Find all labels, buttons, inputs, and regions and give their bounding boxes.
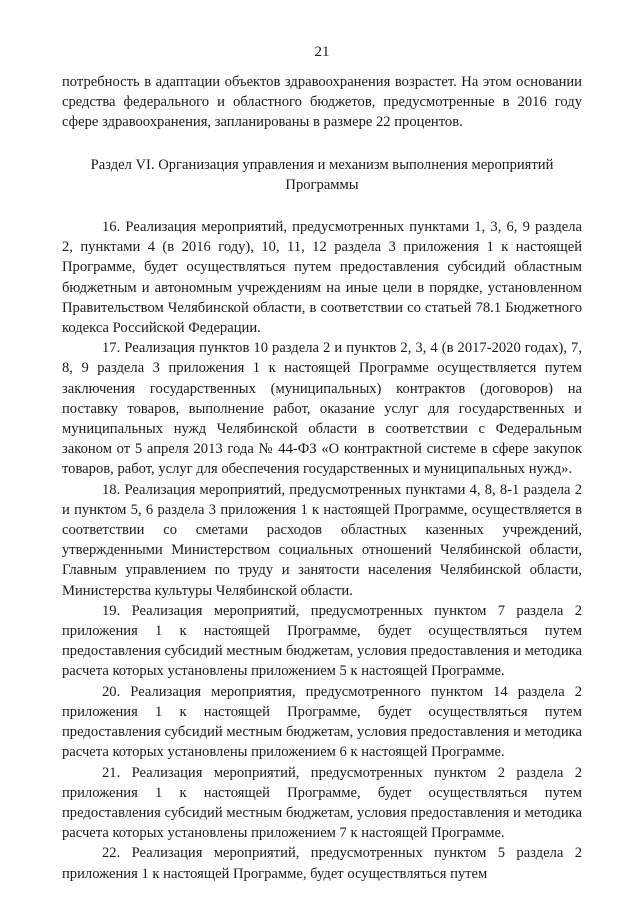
paragraph-17: 17. Реализация пунктов 10 раздела 2 и пунктов 2, 3, 4 (в 2017-2020 годах), 7, 8, 9 раздела 3 приложения 1 к настоящей Программе осуществляется путем заключения государственных (муниципальных) контрактов (договоров) на поставку товаров, выполнение работ, оказание услуг для государственных и муниципальных нужд Челябинской области в соответствии с Федеральным законом от 5 апреля 2013 года № 44-ФЗ «О контрактной системе в сфере закупок товаров, работ, услуг для обеспечения государственных и муниципальных нужд». <box>62 340 582 478</box>
document-page <box>62 0 582 905</box>
section-title: Раздел VI. Организация управления и механизм выполнения мероприятий Программы <box>90 156 554 193</box>
continued-paragraph: потребность в адаптации объектов здравоохранения возрастет. На этом основании средства федерального и областного бюджетов, предусмотренные в 2016 году сфере здравоохранения, запланированы в размере 22 процентов. <box>62 74 582 131</box>
paragraph-20: 20. Реализация мероприятия, предусмотренного пунктом 14 раздела 2 приложения 1 к настоящей Программе, будет осуществляться путем предоставления субсидий местным бюджетам, условия предоставления и методика расчета которых установлены приложением 6 к настоящей Программе. <box>62 683 582 761</box>
paragraph-16: 16. Реализация мероприятий, предусмотренных пунктами 1, 3, 6, 9 раздела 2, пунктами 4 (в 2016 году), 10, 11, 12 раздела 3 приложения 1 к настоящей Программе, будет осуществляться путем предоставления субсидий областным бюджетным и автономным учреждениям на иные цели в порядке, установленном Правительством Челябинской области, в соответствии со статьей 78.1 Бюджетного кодекса Российской Федерации. <box>62 219 582 337</box>
paragraph-21: 21. Реализация мероприятий, предусмотренных пунктом 2 раздела 2 приложения 1 к настоящей Программе, будет осуществляться путем предоставления субсидий местным бюджетам, условия предоставления и методика расчета которых установлены приложением 7 к настоящей Программе. <box>62 764 582 842</box>
page-number: 21 <box>314 44 330 60</box>
document-body <box>62 72 582 884</box>
paragraph-22: 22. Реализация мероприятий, предусмотренных пунктом 5 раздела 2 приложения 1 к настоящей Программе, будет осуществляться путем <box>62 845 582 882</box>
paragraph-19: 19. Реализация мероприятий, предусмотренных пунктом 7 раздела 2 приложения 1 к настоящей Программе, будет осуществляться путем предоставления субсидий местным бюджетам, условия предоставления и методика расчета которых установлены приложением 5 к настоящей Программе. <box>62 602 582 680</box>
paragraph-18: 18. Реализация мероприятий, предусмотренных пунктами 4, 8, 8-1 раздела 2 и пунктом 5, 6 раздела 3 приложения 1 к настоящей Программе, осуществляется в соответствии со сметами расходов областных казенных учреждений, утвержденными Министерством социальных отношений Челябинской области, Главным управлением по труду и занятости населения Челябинской области, Министерства культуры Челябинской области. <box>62 481 582 599</box>
